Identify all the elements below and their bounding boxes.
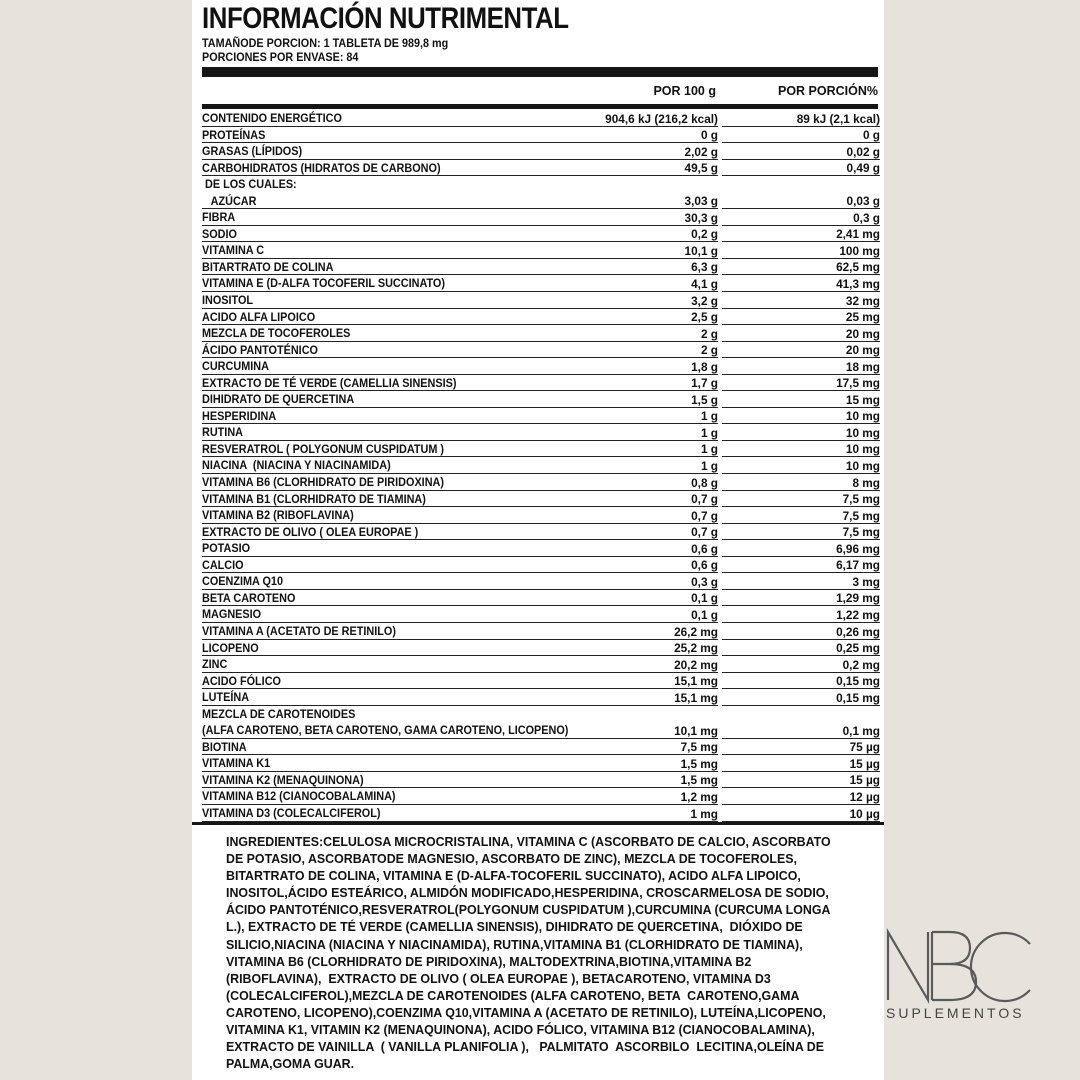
table-row — [202, 226, 884, 243]
column-header-perserving: POR PORCIÓN% — [777, 84, 878, 98]
value-perserving: 7,5 mg — [842, 508, 880, 523]
value-perserving: 32 mg — [845, 293, 880, 308]
value-per100: 1 g — [700, 442, 718, 457]
value-per100: 6,3 g — [691, 260, 718, 275]
value-per100: 0,7 g — [691, 492, 718, 507]
serving-size: TAMAÑODE PORCION: 1 TABLETA DE 989,8 mg — [202, 36, 449, 50]
value-per100: 30,3 g — [684, 210, 718, 225]
table-row — [202, 507, 884, 524]
value-perserving: 41,3 mg — [836, 277, 880, 292]
nutrient-name: EXTRACTO DE OLIVO ( OLEA EUROPAE ) — [202, 524, 419, 539]
nutrient-name: VITAMINA C — [202, 243, 265, 258]
value-per100: 0,6 g — [691, 558, 718, 573]
table-row — [202, 259, 884, 276]
ingredients-line: VITAMINA K1, VITAMIN K2 (MENAQUINONA), ACIDO FÓLICO, VITAMINA B12 (CIANOCOBALAMINA), — [226, 1022, 815, 1038]
value-per100: 49,5 g — [684, 161, 718, 176]
value-per100: 1 g — [700, 425, 718, 440]
nutrient-name: RESVERATROL ( POLYGONUM CUSPIDATUM ) — [202, 441, 445, 456]
nutrient-name: CONTENIDO ENERGÉTICO — [202, 111, 342, 125]
ingredients-line: ÁCIDO PANTOTÉNICO,RESVERATROL(POLYGONUM CUSPIDATUM ),CURCUMINA (CURCUMA LONGA — [226, 902, 831, 918]
nutrient-name: MAGNESIO — [202, 607, 262, 622]
table-row — [202, 772, 884, 789]
value-perserving: 7,5 mg — [842, 492, 880, 507]
value-perserving: 8 mg — [852, 475, 880, 490]
value-perserving: 89 kJ (2,1 kcal) — [796, 111, 880, 126]
ingredients-line: EXTRACTO DE VAINILLA ( VANILLA PLANIFOLIA ), PALMITATO ASCORBILO LECITINA,OLEÍNA DE — [226, 1039, 824, 1055]
table-row — [202, 209, 884, 226]
nutrient-name: HESPERIDINA — [202, 408, 277, 423]
value-perserving: 1,29 mg — [836, 591, 880, 606]
nutrient-name: VITAMINA K1 — [202, 756, 271, 771]
value-perserving: 10 µg — [849, 806, 880, 821]
brand-tagline: SUPLEMENTOS — [886, 1005, 1025, 1021]
value-perserving: 75 µg — [849, 740, 880, 755]
nutrient-name: GRASAS (LÍPIDOS) — [202, 144, 303, 159]
value-per100: 7,5 mg — [680, 740, 718, 755]
value-per100: 0,7 g — [691, 508, 718, 523]
table-row — [202, 689, 884, 706]
table-row — [202, 524, 884, 541]
value-per100: 904,6 kJ (216,2 kcal) — [605, 111, 718, 126]
value-perserving: 10 mg — [845, 442, 880, 457]
nutrient-name: NIACINA (NIACINA Y NIACINAMIDA) — [202, 458, 391, 473]
table-row — [202, 292, 884, 309]
table-row — [202, 540, 884, 557]
nutrient-name: VITAMINA A (ACETATO DE RETINILO) — [202, 623, 396, 638]
value-perserving: 0,15 mg — [836, 690, 880, 705]
table-row — [202, 673, 884, 690]
table-row — [202, 408, 884, 425]
value-per100: 15,1 mg — [674, 690, 718, 705]
table-row — [202, 127, 884, 144]
table-row — [202, 275, 884, 292]
table-row — [202, 391, 884, 408]
nutrient-name: VITAMINA K2 (MENAQUINONA) — [202, 772, 364, 787]
value-perserving: 6,96 mg — [836, 541, 880, 556]
value-perserving: 25 mg — [845, 310, 880, 325]
value-perserving: 100 mg — [839, 243, 880, 258]
nutrient-name: COENZIMA Q10 — [202, 574, 284, 589]
value-perserving: 10 mg — [845, 459, 880, 474]
value-per100: 10,1 g — [684, 243, 718, 258]
servings-per-container: PORCIONES POR ENVASE: 84 — [202, 50, 359, 64]
value-perserving: 15 µg — [849, 773, 880, 788]
nutrient-name: VITAMINA B6 (CLORHIDRATO DE PIRIDOXINA) — [202, 475, 444, 490]
value-perserving: 15 mg — [845, 392, 880, 407]
value-per100: 0,6 g — [691, 541, 718, 556]
nutrient-name: DE LOS CUALES: AZÚCAR — [205, 177, 297, 208]
value-perserving: 6,17 mg — [836, 558, 880, 573]
ingredients-line: VITAMINA B6 (CLORHIDRATO DE PIRIDOXINA), MALTODEXTRINA,BIOTINA,VITAMINA B2 — [226, 953, 752, 969]
column-header-per100: POR 100 g — [653, 84, 716, 98]
nutrient-name: BITARTRATO DE COLINA — [202, 259, 334, 274]
table-row — [202, 375, 884, 392]
value-perserving: 17,5 mg — [836, 376, 880, 391]
value-perserving: 10 mg — [845, 409, 880, 424]
table-row — [202, 342, 884, 359]
value-per100: 0,1 g — [691, 591, 718, 606]
value-per100: 1,2 mg — [680, 789, 718, 804]
table-row — [202, 474, 884, 491]
value-per100: 2,02 g — [684, 144, 718, 159]
table-row — [202, 606, 884, 623]
ingredients-line: PALMA,GOMA GUAR. — [226, 1056, 355, 1072]
table-bottom-rule — [192, 822, 884, 825]
table-row — [202, 457, 884, 474]
nutrient-name: ZINC — [202, 657, 228, 672]
value-perserving: 20 mg — [845, 326, 880, 341]
value-perserving: 0,49 g — [846, 161, 880, 176]
table-row — [202, 242, 884, 259]
value-per100: 1,5 mg — [680, 756, 718, 771]
value-per100: 15,1 mg — [674, 674, 718, 689]
value-perserving: 0,26 mg — [836, 624, 880, 639]
ingredients-line: SILICIO,NIACINA (NIACINA Y NIACINAMIDA), RUTINA,VITAMINA B1 (CLORHIDRATO DE TIAMINA), — [226, 936, 803, 952]
nutrient-name: ACIDO FÓLICO — [202, 673, 281, 688]
nutrition-table — [202, 110, 884, 822]
nutrient-name: VITAMINA B1 (CLORHIDRATO DE TIAMINA) — [202, 491, 426, 506]
value-per100: 0,8 g — [691, 475, 718, 490]
nutrient-name: ÁCIDO PANTOTÉNICO — [202, 342, 318, 357]
value-perserving: 0,3 g — [853, 210, 880, 225]
nutrient-name: VITAMINA D3 (COLECALCIFEROL) — [202, 805, 381, 820]
ingredients-line: CAROTENO, LICOPENO),COENZIMA Q10,VITAMINA A (ACETATO DE RETINILO), LUTEÍNA,LICOPENO, — [226, 1004, 826, 1020]
value-per100: 1,7 g — [691, 376, 718, 391]
value-per100: 0 g — [700, 128, 718, 143]
value-per100: 0,1 g — [691, 607, 718, 622]
table-row — [202, 623, 884, 640]
page-title: INFORMACIÓN NUTRIMENTAL — [202, 2, 569, 35]
table-row — [202, 788, 884, 805]
value-perserving: 0 g — [862, 128, 880, 143]
value-per100: 1 g — [700, 409, 718, 424]
value-perserving: 3 mg — [852, 574, 880, 589]
value-per100: 2 g — [700, 326, 718, 341]
table-row — [202, 755, 884, 772]
value-per100: 1 mg — [690, 806, 718, 821]
table-row — [202, 656, 884, 673]
value-per100: 1,8 g — [691, 359, 718, 374]
nutrient-name: PROTEÍNAS — [202, 127, 266, 142]
table-row — [202, 143, 884, 160]
table-row — [202, 110, 884, 127]
nutrient-name: RUTINA — [202, 425, 243, 440]
value-per100: 25,2 mg — [674, 641, 718, 656]
nutrient-name: DIHIDRATO DE QUERCETINA — [202, 392, 355, 407]
value-perserving: 10 mg — [845, 425, 880, 440]
value-perserving: 20 mg — [845, 343, 880, 358]
ingredients-line: INGREDIENTES:CELULOSA MICROCRISTALINA, VITAMINA C (ASCORBATO DE CALCIO, ASCORBATO — [226, 834, 831, 849]
value-per100: 20,2 mg — [674, 657, 718, 672]
value-perserving: 12 µg — [849, 789, 880, 804]
value-per100: 2 g — [700, 343, 718, 358]
nutrient-name: VITAMINA B12 (CIANOCOBALAMINA) — [202, 789, 396, 804]
nutrient-name: LUTEÍNA — [202, 690, 250, 705]
ingredients-line: INOSITOL,ÁCIDO ESTEÁRICO, ALMIDÓN MODIFICADO,HESPERIDINA, CROSCARMELOSA DE SODIO, — [226, 885, 829, 901]
table-row — [202, 557, 884, 574]
ingredients-line: (RIBOFLAVINA), EXTRACTO DE OLIVO ( OLEA EUROPAE ), BETACAROTENO, VITAMINA D3 — [226, 970, 771, 986]
value-per100: 1,5 g — [691, 392, 718, 407]
ingredients-text — [226, 833, 831, 1072]
value-perserving: 0,1 mg — [842, 723, 880, 738]
value-per100: 26,2 mg — [674, 624, 718, 639]
value-perserving: 0,25 mg — [836, 641, 880, 656]
table-row — [202, 706, 884, 739]
table-row — [202, 176, 884, 209]
value-per100: 1 g — [700, 459, 718, 474]
value-perserving: 7,5 mg — [842, 525, 880, 540]
value-per100: 4,1 g — [691, 277, 718, 292]
nutrient-name: CARBOHIDRATOS (HIDRATOS DE CARBONO) — [202, 160, 441, 175]
value-perserving: 0,02 g — [846, 144, 880, 159]
value-per100: 0,3 g — [691, 574, 718, 589]
value-per100: 3,03 g — [684, 194, 718, 209]
nutrient-name: VITAMINA E (D-ALFA TOCOFERIL SUCCINATO) — [202, 276, 445, 291]
value-per100: 1,5 mg — [680, 773, 718, 788]
value-per100: 3,2 g — [691, 293, 718, 308]
table-row — [202, 491, 884, 508]
nutrient-name: POTASIO — [202, 541, 251, 556]
nutrient-name: EXTRACTO DE TÉ VERDE (CAMELLIA SINENSIS) — [202, 375, 457, 390]
table-row — [202, 325, 884, 342]
table-row — [202, 640, 884, 657]
nutrient-name: LICOPENO — [202, 640, 259, 655]
table-row — [202, 805, 884, 822]
table-row — [202, 441, 884, 458]
value-perserving: 0,2 mg — [842, 657, 880, 672]
nutrient-name: CURCUMINA — [202, 359, 269, 374]
value-perserving: 2,41 mg — [836, 227, 880, 242]
ingredients-line: DE POTASIO, ASCORBATODE MAGNESIO, ASCORBATO DE ZINC), MEZCLA DE TOCOFEROLES, — [226, 851, 797, 867]
table-row — [202, 358, 884, 375]
nutrient-name: MEZCLA DE CAROTENOIDES (ALFA CAROTENO, BETA CAROTENO, GAMA CAROTENO, LICOPENO) — [202, 706, 569, 738]
table-row — [202, 573, 884, 590]
nutrient-name: VITAMINA B2 (RIBOFLAVINA) — [202, 508, 354, 523]
value-per100: 2,5 g — [691, 310, 718, 325]
ingredients-line: (COLECALCIFEROL),MEZCLA DE CAROTENOIDES (ALFA CAROTENO, BETA CAROTENO,GAMA — [226, 987, 800, 1003]
table-row — [202, 590, 884, 607]
table-row — [202, 424, 884, 441]
value-perserving: 1,22 mg — [836, 607, 880, 622]
value-per100: 10,1 mg — [674, 723, 718, 738]
value-perserving: 15 µg — [849, 756, 880, 771]
nutrient-name: SODIO — [202, 226, 237, 241]
ingredients-line: L.), EXTRACTO DE TÉ VERDE (CAMELLIA SINENSIS), DIHIDRATO DE QUERCETINA, DIÓXIDO DE — [226, 919, 803, 935]
value-perserving: 0,03 g — [846, 194, 880, 209]
nutrient-name: ACIDO ALFA LIPOICO — [202, 309, 316, 324]
table-header-rule — [202, 104, 878, 109]
value-perserving: 62,5 mg — [836, 260, 880, 275]
value-perserving: 0,15 mg — [836, 674, 880, 689]
nutrient-name: BETA CAROTENO — [202, 590, 296, 605]
nutrient-name: INOSITOL — [202, 293, 254, 308]
nutrient-name: FIBRA — [202, 210, 236, 225]
nutrient-name: BIOTINA — [202, 739, 247, 754]
nutrient-name: MEZCLA DE TOCOFEROLES — [202, 326, 351, 341]
header-divider — [202, 67, 878, 77]
table-row — [202, 309, 884, 326]
table-row — [202, 739, 884, 756]
nutrient-name: CALCIO — [202, 557, 244, 572]
value-perserving: 18 mg — [845, 359, 880, 374]
ingredients-line: BITARTRATO DE COLINA, VITAMINA E (D-ALFA-TOCOFERIL SUCCINATO), ACIDO ALFA LIPOICO, — [226, 868, 801, 884]
value-per100: 0,7 g — [691, 525, 718, 540]
table-row — [202, 160, 884, 177]
value-per100: 0,2 g — [691, 227, 718, 242]
nbc-logo-icon — [884, 928, 1044, 1008]
